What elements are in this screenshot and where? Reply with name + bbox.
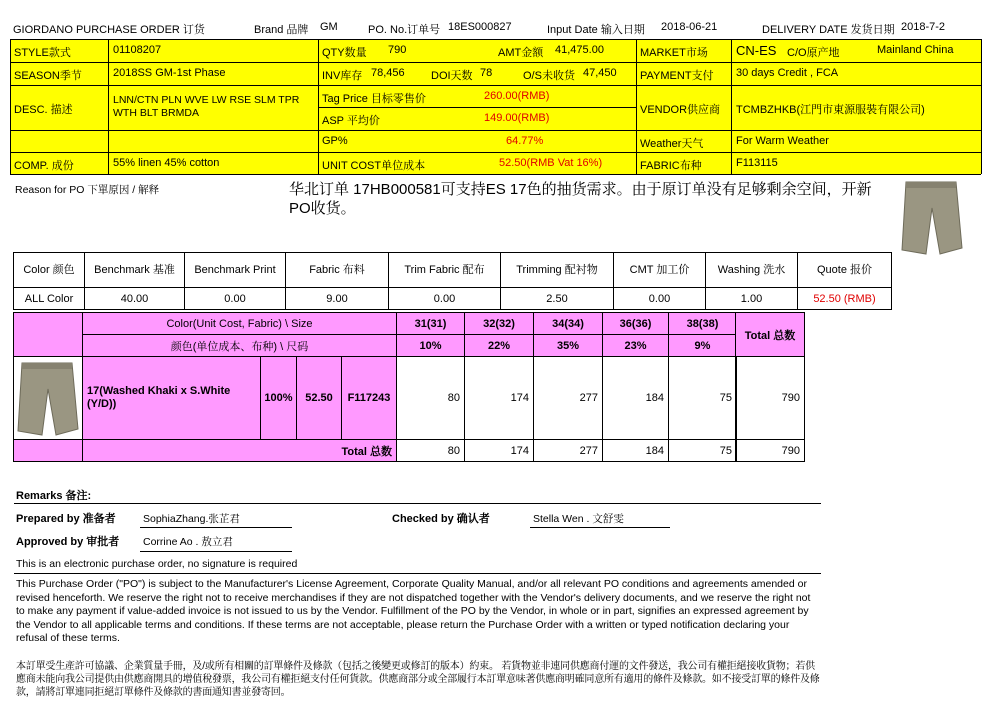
footer-qty-4: 75 xyxy=(719,444,732,457)
footer-qty-2: 277 xyxy=(579,444,598,457)
size-ratio-4: 9% xyxy=(694,339,711,352)
cost-header-benchmark-print: Benchmark Print xyxy=(194,263,276,276)
cost-value-trim-fabric: 0.00 xyxy=(433,292,456,305)
cost-header-washing: Washing 洗水 xyxy=(717,263,786,276)
reason-text: 华北订单 17HB000581可支持ES 17色的抽货需求。由于原订单没有足够剩余空间，开新PO收货。 xyxy=(289,181,872,217)
row-total: 790 xyxy=(781,392,800,404)
unit-cost-value: 52.50(RMB Vat 16%) xyxy=(499,157,603,169)
footer-qty-0: 80 xyxy=(447,444,460,457)
approved-value: Corrine Ao . 敖立君 xyxy=(143,536,233,548)
amt-value: 41,475.00 xyxy=(555,44,604,56)
footer-total-value: 790 xyxy=(781,444,800,457)
size-label-0: 31(31) xyxy=(414,317,447,330)
cost-value-fabric: 9.00 xyxy=(326,292,348,305)
vendor-value: TCMBZHKB(江門市東源服裝有限公司) xyxy=(736,104,925,116)
po-title: GIORDANO PURCHASE ORDER 订货 xyxy=(13,24,205,36)
cost-value-color: ALL Color xyxy=(24,292,74,305)
cost-value-trimming: 2.50 xyxy=(546,292,568,305)
cost-header-color: Color 颜色 xyxy=(23,263,75,276)
po-number-label: PO. No.订单号 xyxy=(368,24,441,36)
qty-label: QTY数量 xyxy=(322,47,367,59)
row-qty-1: 174 xyxy=(510,392,529,404)
style-value: 01108207 xyxy=(113,44,162,56)
size-total-header: Total 总数 xyxy=(744,329,796,342)
size-header-cn: 颜色(单位成本、布种) \ 尺码 xyxy=(170,340,309,353)
doi-value: 78 xyxy=(480,67,493,79)
row-product-image xyxy=(14,357,82,439)
footer-qty-1: 174 xyxy=(510,444,529,457)
row-qty-4: 75 xyxy=(719,392,732,404)
origin-value: Mainland China xyxy=(877,44,954,56)
electronic-note: This is an electronic purchase order, no signature is required xyxy=(16,558,298,570)
fabric-value: F113115 xyxy=(736,157,778,169)
tag-price-value: 260.00(RMB) xyxy=(484,90,550,102)
cost-header-cmt: CMT 加工价 xyxy=(629,263,690,276)
brand-label: Brand 品牌 xyxy=(254,24,309,36)
terms-chinese: 本訂單受生產許可協議、企業質量手冊，及/或所有相關的訂單條件及條款（包括之後變更或修訂的版本）約束。 若貨物並非連同供應商付運的文件發送，我公司有權拒絕接收貨物；若供應商未能向我公司提供由供應商開具的增值稅發票，我公司有權拒絕支付任何貨款。供應商部分或全部履行本訂單意味著供應商明確同意所有適用的條件及條款。如不接受訂單的條件及條款，請將訂單連同拒絕訂單條件及條款的書面通知書並發寄回。 xyxy=(16,661,820,698)
desc-label: DESC. 描述 xyxy=(14,104,73,116)
prepared-value: SophiaZhang.张芷君 xyxy=(143,513,240,525)
payment-value: 30 days Credit , FCA xyxy=(736,67,839,79)
desc-value: LNN/CTN PLN WVE LW RSE SLM TPR WTH BLT BRMDA xyxy=(113,94,300,119)
payment-label: PAYMENT支付 xyxy=(640,70,714,82)
amt-label: AMT金额 xyxy=(498,47,544,59)
row-qty-2: 277 xyxy=(579,392,598,404)
size-ratio-1: 22% xyxy=(487,339,511,352)
cost-header-trim-fabric: Trim Fabric 配布 xyxy=(404,263,485,276)
size-label-3: 36(36) xyxy=(619,317,652,330)
size-ratio-3: 23% xyxy=(624,339,647,352)
checked-value: Stella Wen . 文舒雯 xyxy=(533,513,624,525)
size-label-1: 32(32) xyxy=(483,317,515,330)
gp-value: 64.77% xyxy=(506,135,544,147)
input-date-label: Input Date 输入日期 xyxy=(547,24,645,36)
delivery-date-value: 2018-7-2 xyxy=(901,21,946,33)
size-ratio-2: 35% xyxy=(556,339,580,352)
row-qty-3: 184 xyxy=(645,392,664,404)
gp-label: GP% xyxy=(322,135,348,147)
footer-total-label: Total 总数 xyxy=(341,445,392,458)
terms-english: This Purchase Order ("PO") is subject to the Manufacturer's License Agreement, Corporate Quality Manual, and/or all relevant PO conditions and agreements amended or revised henceforth. We reserve the right not to receive merchandises if they are not dispatched together with the Vendor's delivery documents, and we reserve the right not to make any payment if value-added invoice is not issued to us by the Vendor. Fulfillment of the PO by the Vendor, in whole or in part, signifies an expressed agreement by the Vendor to all applicable terms and conditions. If these terms are not acceptable, please return the Purchase Order with a written or typed notification declaring your refusal of these terms. xyxy=(16,578,811,644)
vendor-label: VENDOR供应商 xyxy=(640,104,721,116)
cost-header-quote: Quote 报价 xyxy=(816,263,873,276)
size-header-blank xyxy=(13,312,83,357)
comp-label: COMP. 成份 xyxy=(14,160,74,172)
size-label-4: 38(38) xyxy=(686,317,719,330)
approved-label: Approved by 审批者 xyxy=(16,536,120,548)
weather-value: For Warm Weather xyxy=(736,135,829,147)
unit-cost-label: UNIT COST单位成本 xyxy=(322,160,426,172)
footer-blank xyxy=(13,439,83,462)
delivery-date-label: DELIVERY DATE 发货日期 xyxy=(762,24,895,36)
origin-label: C/O原产地 xyxy=(787,47,840,59)
os-label: O/S未收货 xyxy=(523,70,575,82)
remarks-label: Remarks 备注: xyxy=(16,490,92,502)
row-percent: 100% xyxy=(264,392,293,404)
checked-label: Checked by 确认者 xyxy=(392,513,490,525)
footer-qty-3: 184 xyxy=(645,444,664,457)
cost-value-cmt: 0.00 xyxy=(648,292,671,305)
weather-label: Weather天气 xyxy=(640,138,704,150)
season-value: 2018SS GM-1st Phase xyxy=(113,67,226,79)
product-image-shorts xyxy=(896,178,966,258)
row-fabric: F117243 xyxy=(347,392,391,404)
asp-value: 149.00(RMB) xyxy=(484,112,550,124)
market-value: CN-ES xyxy=(736,43,777,58)
cost-value-benchmark-print: 0.00 xyxy=(224,292,246,305)
size-label-2: 34(34) xyxy=(552,317,584,330)
size-header-en: Color(Unit Cost, Fabric) \ Size xyxy=(166,317,313,330)
prepared-label: Prepared by 准备者 xyxy=(16,513,116,525)
asp-label: ASP 平均价 xyxy=(322,115,380,127)
cost-value-washing: 1.00 xyxy=(740,292,763,305)
brand-value: GM xyxy=(320,21,338,33)
row-thumbnail xyxy=(13,356,83,440)
size-ratio-0: 10% xyxy=(419,339,442,352)
cost-header-benchmark: Benchmark 基准 xyxy=(94,263,175,276)
cost-value-quote: 52.50 (RMB) xyxy=(813,292,876,305)
input-date-value: 2018-06-21 xyxy=(661,21,718,33)
tag-price-label: Tag Price 目标零售价 xyxy=(322,93,426,105)
season-label: SEASON季节 xyxy=(14,70,82,82)
row-unit-cost: 52.50 xyxy=(305,392,333,404)
fabric-label: FABRIC布种 xyxy=(640,160,702,172)
cost-header-trimming: Trimming 配衬物 xyxy=(516,263,598,276)
style-label: STYLE款式 xyxy=(14,47,71,59)
cost-value-benchmark: 40.00 xyxy=(120,292,149,305)
row-color: 17(Washed Khaki x S.White (Y/D)) xyxy=(87,385,231,410)
inv-label: INV库存 xyxy=(322,70,363,82)
comp-value: 55% linen 45% cotton xyxy=(113,157,220,169)
inv-value: 78,456 xyxy=(371,67,405,79)
reason-label: Reason for PO 下單原因 / 解释 xyxy=(15,184,160,196)
doi-label: DOI天数 xyxy=(431,70,473,82)
po-number-value: 18ES000827 xyxy=(448,21,512,33)
qty-value: 790 xyxy=(388,44,407,56)
cost-header-fabric: Fabric 布料 xyxy=(309,263,365,276)
market-label: MARKET市场 xyxy=(640,47,708,59)
row-qty-0: 80 xyxy=(447,392,460,404)
os-value: 47,450 xyxy=(583,67,617,79)
